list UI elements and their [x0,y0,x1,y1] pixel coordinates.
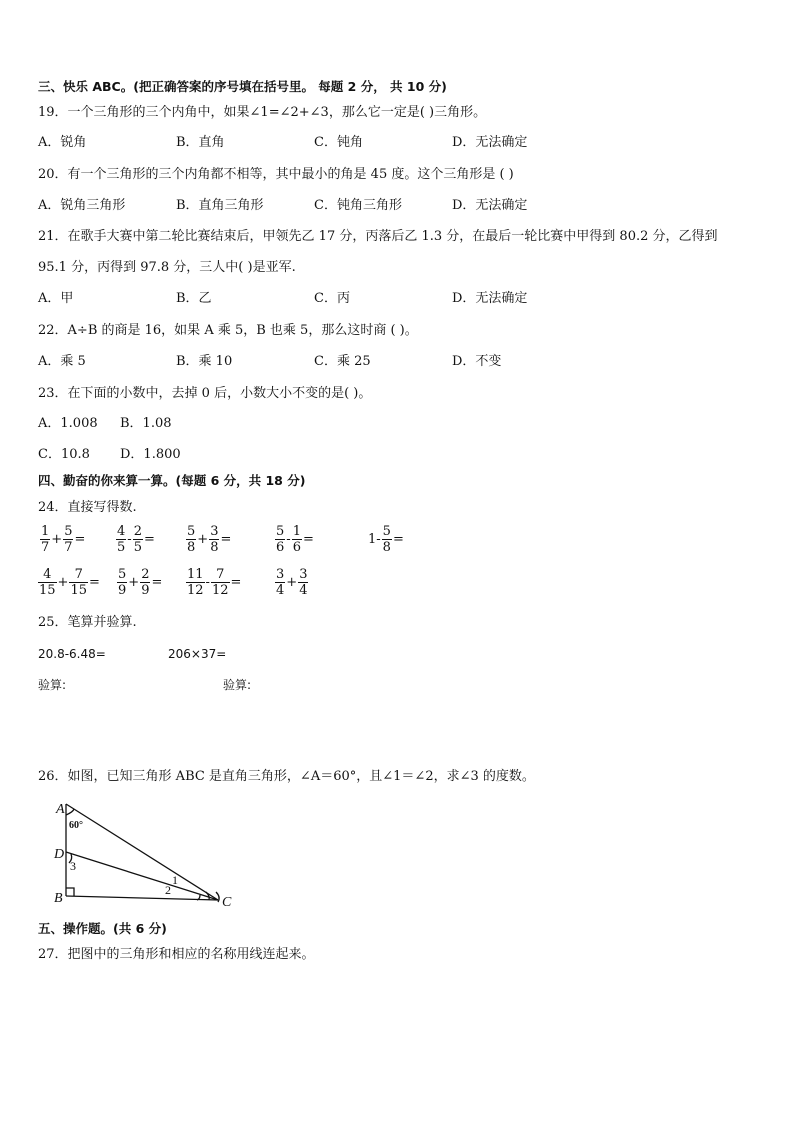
question-21-line-2: 95.1 分，丙得到 97.8 分，三人中( )是亚军. [38,260,296,275]
option-b: B．直角 [176,135,225,150]
calc-1: 20.8-6.48= [38,647,106,661]
expression: $\frac{3}{4}$ + $\frac{3}{4}$ [276,567,308,598]
question-20: 20．有一个三角形的三个内角都不相等，其中最小的角是 45 度。这个三角形是 ( ) [38,167,514,182]
question-22: 22．A÷B 的商是 16，如果 A 乘 5，B 也乘 5，那么这时商 ( )。 [38,323,418,338]
angle-3-label: 3 [70,859,76,873]
option-c: C．10.8 [38,447,90,462]
section-5-title: 五、操作题。(共 6 分) [38,921,167,936]
option-d: D．1.800 [120,447,181,462]
check-1-label: 验算: [38,678,67,692]
question-21-line-1: 21．在歌手大赛中第二轮比赛结束后，甲领先乙 17 分，丙落后乙 1.3 分，在最后一轮比赛中甲得到 80.2 分，乙得到 [38,229,718,244]
expression: $\frac{4}{5}$ - $\frac{2}{5}$ = [117,524,155,555]
vertex-label-a: A [56,802,65,817]
option-b: B．直角三角形 [176,198,264,213]
check-2-label: 验算: [223,678,252,692]
question-23: 23．在下面的小数中，去掉 0 后，小数大小不变的是( )。 [38,386,372,401]
vertex-label-c: C [222,895,232,910]
expression: $\frac{5}{6}$ - $\frac{1}{6}$ = [276,524,314,555]
question-27: 27．把图中的三角形和相应的名称用线连起来。 [38,947,315,962]
option-a: A．乘 5 [38,354,86,369]
option-b: B．乘 10 [176,354,233,369]
option-b: B．1.08 [120,416,172,431]
option-b: B．乙 [176,291,212,306]
section-3-title: 三、快乐 ABC。(把正确答案的序号填在括号里。 每题 2 分， 共 10 分) [38,79,447,94]
option-a: A．1.008 [38,416,98,431]
question-24: 24．直接写得数. [38,500,137,515]
expression: $\frac{1}{7}$ + $\frac{5}{7}$ = [41,524,86,555]
question-26: 26．如图，已知三角形 ABC 是直角三角形，∠A＝60°，且∠1＝∠2，求∠3 的度数。 [38,769,535,784]
option-d: D．不变 [452,354,502,369]
calc-2: 206×37= [168,647,227,661]
option-a: A．锐角 [38,135,87,150]
vertex-label-b: B [54,891,63,906]
section-4-title: 四、勤奋的你来算一算。(每题 6 分，共 18 分) [38,473,306,488]
expression: $\frac{5}{8}$ + $\frac{3}{8}$ = [187,524,232,555]
question-19: 19．一个三角形的三个内角中，如果∠1=∠2+∠3，那么它一定是( )三角形。 [38,105,487,120]
option-a: A．甲 [38,291,74,306]
option-c: C．钝角 [314,135,363,150]
option-d: D．无法确定 [452,291,528,306]
expression: $\frac{5}{9}$ + $\frac{2}{9}$ = [118,567,163,598]
vertex-label-d: D [54,847,65,862]
expression: $\frac{11}{12}$ - $\frac{7}{12}$ = [187,567,242,598]
angle-2-label: 2 [165,883,171,897]
option-c: C．钝角三角形 [314,198,402,213]
expression: 1- $\frac{5}{8}$ = [368,524,404,555]
angle-a-label: 60° [69,820,83,831]
option-d: D．无法确定 [452,198,528,213]
option-a: A．锐角三角形 [38,198,126,213]
angle-1-label: 1 [172,873,178,887]
triangle-figure [40,796,240,910]
option-c: C．丙 [314,291,350,306]
option-c: C．乘 25 [314,354,371,369]
expression: $\frac{4}{15}$ + $\frac{7}{15}$ = [39,567,100,598]
question-25: 25．笔算并验算. [38,615,137,630]
option-d: D．无法确定 [452,135,528,150]
